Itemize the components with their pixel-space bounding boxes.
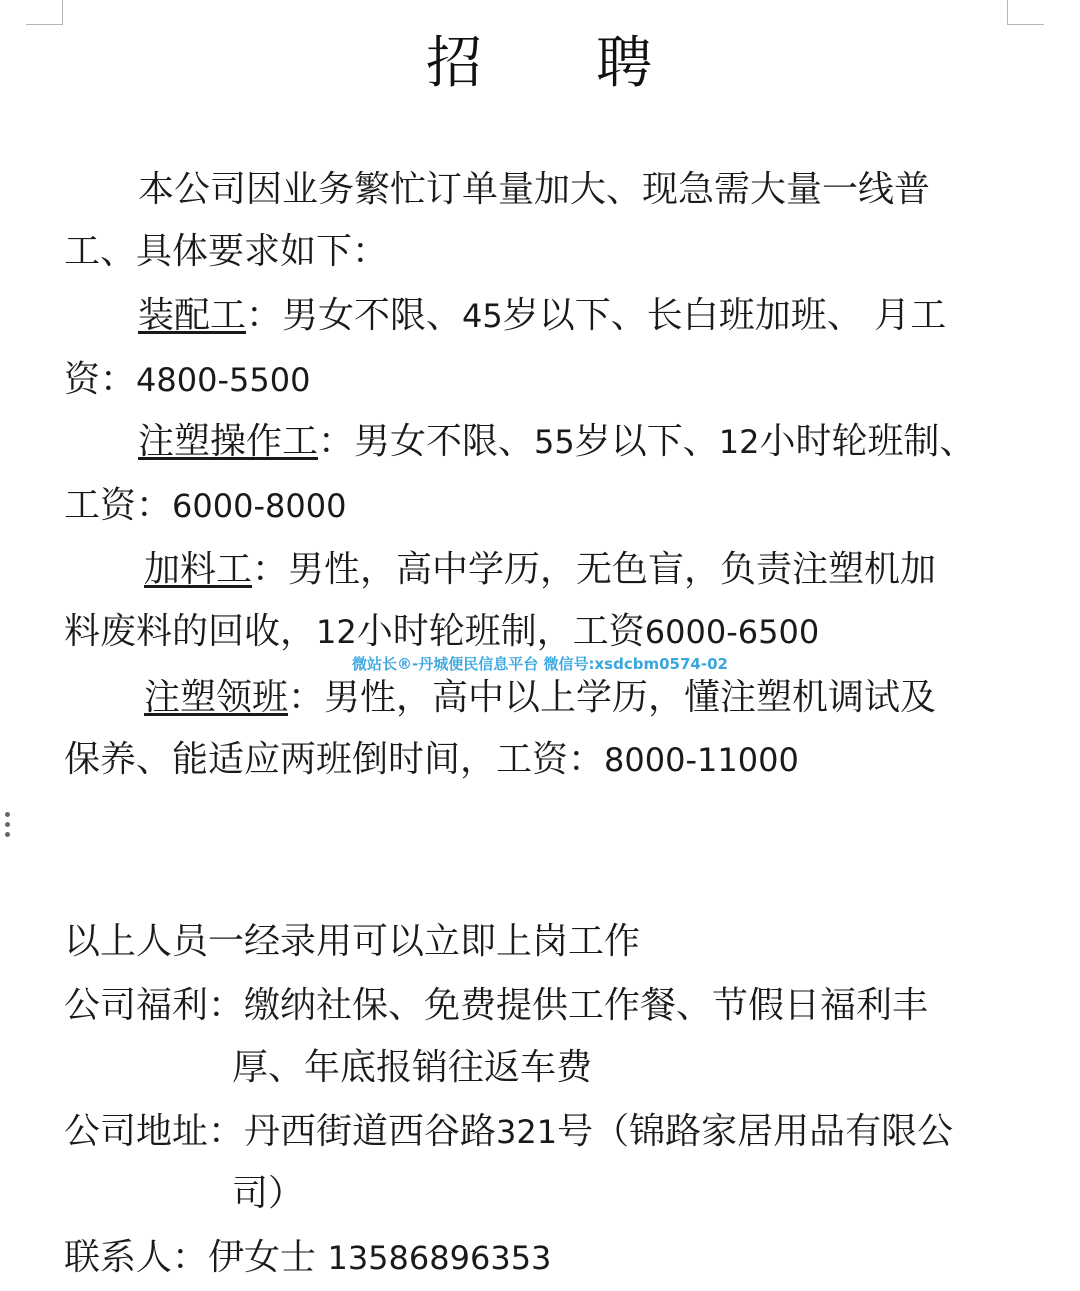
job-title-molding-operator: 注塑操作工 (138, 421, 319, 462)
salary-molding-lead: 8000-11000 (604, 741, 799, 779)
page-title: 招 聘 (426, 31, 654, 96)
job-feeder-line-2: 料废料的回收，12小时轮班制，工资6000-6500 (64, 611, 820, 652)
contact-line: 联系人：伊女士 13586896353 (64, 1237, 552, 1278)
intro-line-1: 本公司因业务繁忙订单量加大、现急需大量一线普 (138, 169, 931, 210)
job-molding-operator-line-1: 注塑操作工：男女不限、55岁以下、12小时轮班制、 (138, 421, 976, 462)
salary-molding-operator: 6000-8000 (172, 487, 347, 525)
watermark-text: 微站长®-丹城便民信息平台 微信号:xsdcbm0574-02 (352, 655, 728, 673)
job-feeder-line-1: 加料工：男性，高中学历，无色盲，负责注塑机加 (144, 549, 937, 590)
benefits-line-1: 公司福利：缴纳社保、免费提供工作餐、节假日福利丰 (64, 985, 929, 1026)
address-line-1: 公司地址：丹西街道西谷路321号（锦路家居用品有限公 (64, 1111, 954, 1152)
address-line-2: 司） (232, 1173, 305, 1214)
salary-assembler: 4800-5500 (136, 361, 311, 399)
page-corner-mark-top-left (26, 0, 63, 25)
job-title-feeder: 加料工 (144, 549, 253, 590)
salary-feeder: 6000-6500 (644, 613, 820, 651)
job-title-assembler: 装配工 (138, 295, 247, 336)
job-molding-operator-line-2: 工资：6000-8000 (64, 485, 347, 526)
job-molding-lead-line-2: 保养、能适应两班倒时间，工资：8000-11000 (64, 739, 799, 780)
job-assembler-line-1: 装配工：男女不限、45岁以下、长白班加班、 月工 (138, 295, 947, 336)
more-vertical-icon[interactable] (3, 812, 11, 842)
job-molding-lead-line-1: 注塑领班：男性，高中以上学历，懂注塑机调试及 (144, 677, 937, 718)
page-corner-mark-top-right (1007, 0, 1044, 25)
benefits-line-2: 厚、年底报销往返车费 (232, 1047, 593, 1088)
hire-note: 以上人员一经录用可以立即上岗工作 (64, 921, 641, 962)
job-title-molding-lead: 注塑领班 (144, 677, 289, 718)
job-assembler-line-2: 资：4800-5500 (64, 359, 311, 400)
intro-line-2: 工、具体要求如下： (64, 231, 389, 272)
contact-phone: 13586896353 (327, 1239, 552, 1277)
